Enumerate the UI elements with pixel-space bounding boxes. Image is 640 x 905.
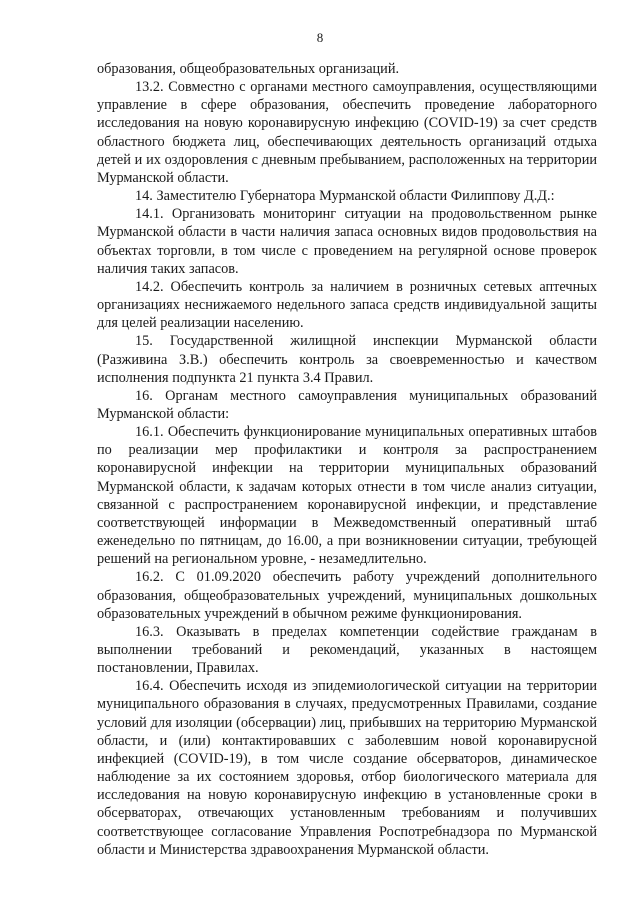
paragraph-14-2: 14.2. Обеспечить контроль за наличием в розничных сетевых аптечных организациях неснижаемого недельного запаса средств индивидуальной защиты для целей реализации населению. <box>97 278 597 332</box>
paragraph-16-4: 16.4. Обеспечить исходя из эпидемиологической ситуации на территории муниципального образования в случаях, предусмотренных Правилами, создание условий для изоляции (обсервации) лиц, прибывших на территорию Мурманской области, и (или) контактировавших с заболевшим новой коронавирусной инфекцией (COVID-19), в том числе создание обсерваторов, динамическое наблюдение за их состоянием здоровья, отбор биологического материала для исследования на новую коронавирусную инфекцию в установленные сроки в обсерваторах, отвечающих установленным требованиям и получивших соответствующее согласование Управления Роспотребнадзора по Мурманской области и Министерства здравоохранения Мурманской области. <box>97 678 597 858</box>
paragraph-15: 15. Государственной жилищной инспекции Мурманской области (Разживина З.В.) обеспечить контроль за своевременностью и качеством исполнения подпункта 21 пункта 3.4 Правил. <box>97 333 597 386</box>
paragraph-13-2: 13.2. Совместно с органами местного самоуправления, осуществляющими управление в сфере образования, обеспечить проведение лабораторного исследования на новую коронавирусную инфекцию (COVID-19) за счет средств областного бюджета лиц, обеспечивающих деятельность организаций отдыха детей и их оздоровления с дневным пребыванием, расположенных на территории Мурманской области. <box>97 79 597 186</box>
paragraph-16-2: 16.2. С 01.09.2020 обеспечить работу учреждений дополнительного образования, общеобразовательных учреждений, муниципальных дошкольных образовательных учреждений в обычном режиме функционирования. <box>97 569 597 622</box>
document-body <box>97 60 597 859</box>
paragraph-continuation: образования, общеобразовательных организаций. <box>97 61 400 77</box>
paragraph-14: 14. Заместителю Губернатора Мурманской области Филиппову Д.Д.: <box>135 188 555 205</box>
paragraph-16: 16. Органам местного самоуправления муниципальных образований Мурманской области: <box>97 387 597 422</box>
paragraph-16-1: 16.1. Обеспечить функционирование муниципальных оперативных штабов по реализации мер профилактики и контроля за распространением коронавирусной инфекции на территории муниципальных образований Мурманской области, к задачам которых отнести в том числе анализ ситуации, связанной с распространением коронавирусной инфекции, и представление соответствующей информации в Межведомственный оперативный штаб еженедельно по пятницам, до 16.00, а при возникновении ситуации, требующей решений на региональном уровне, - незамедлительно. <box>97 424 597 568</box>
paragraph-16-3: 16.3. Оказывать в пределах компетенции содействие гражданам в выполнении требований и рекомендаций, указанных в настоящем постановлении, Правилах. <box>97 623 597 677</box>
paragraph-14-1: 14.1. Организовать мониторинг ситуации на продовольственном рынке Мурманской области в части наличия запаса основных видов продовольствия на объектах торговли, в том числе с проведением на регулярной основе проверок наличия таких запасов. <box>97 206 597 277</box>
page-number: 8 <box>316 30 324 45</box>
